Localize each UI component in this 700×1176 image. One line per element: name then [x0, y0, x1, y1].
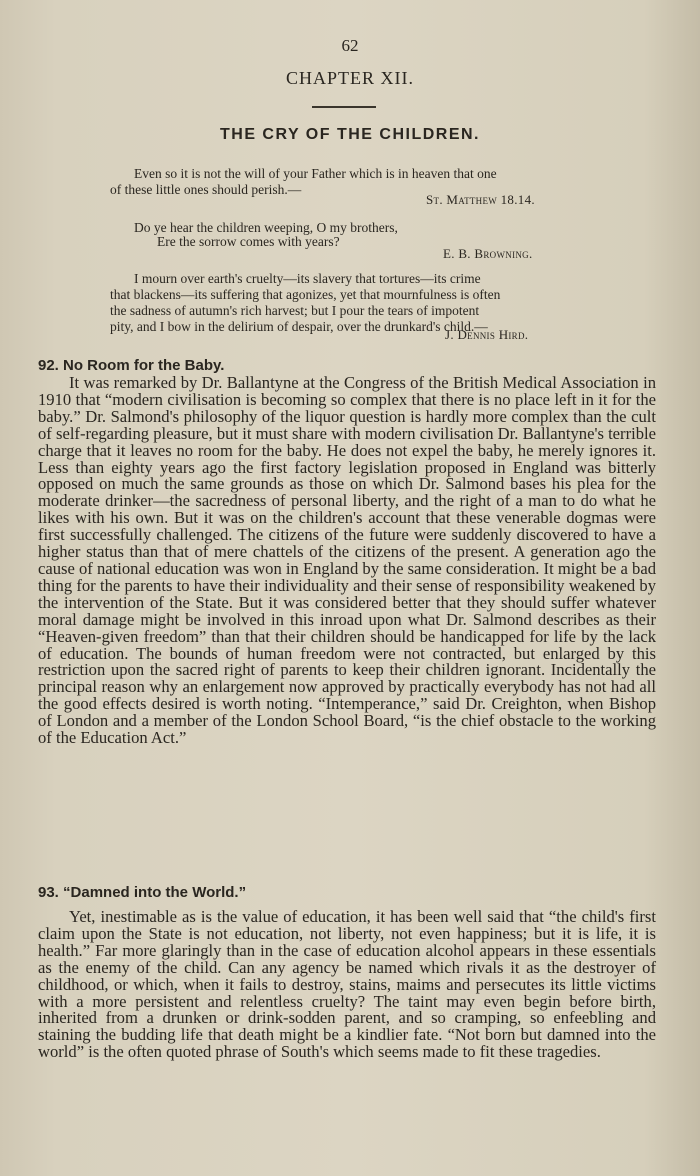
epigraph-2-line-2: Ere the sorrow comes with years?	[157, 234, 340, 249]
chapter-title: THE CRY OF THE CHILDREN.	[219, 126, 480, 143]
epigraph-2-attribution: E. B. Browning.	[443, 246, 533, 261]
section-heading-93: 93. “Damned into the World.”	[38, 884, 247, 901]
epigraph-3-line-2: that blackens—its suffering that agonizes, yet that mournfulness is often	[110, 287, 501, 302]
section-body-93: Yet, inestimable as is the value of education, it has been well said that “the child's first claim upon the State is not education, not liberty, not even happiness; but it is life, it is health.” Far more glaringly than in the case of education alcohol appears in these essentials as the enemy of the child. Can any agency be named which rivals it as the destroyer of childhood, or which, when it fails to destroy, stains, maims and persecutes its little victims with a more persistent and relentless cruelty? The taint may even begin before birth, inherited from a drunken or drink-sodden parent, and so cramping, so enfeebling and staining the budding life that death might be a kindlier fate. “Not born but damned into the world” is the often quoted phrase of South's which seems made to fit these tragedies.	[38, 907, 656, 1062]
epigraph-3-attribution: J. Dennis Hird.	[445, 327, 529, 342]
epigraph-3-line-4: pity, and I bow in the delirium of despair, over the drunkard's child.—	[110, 319, 488, 334]
chapter-number: CHAPTER XII.	[286, 68, 414, 88]
epigraph-3-line-1: I mourn over earth's cruelty—its slavery that tortures—its crime	[134, 271, 481, 286]
section-heading-92: 92. No Room for the Baby.	[38, 357, 225, 374]
section-body-92: It was remarked by Dr. Ballantyne at the Congress of the British Medical Association in 1910 that “modern civilisation is becoming so complex that there is no place left in it for the baby.” Dr. Salmond's philosophy of the liquor question is hardly more complex than the cult of self-regarding pleasure, but it must share with modern civilisation Dr. Ballantyne's terrible charge that it leaves no room for the baby. He does not expel the baby, he merely ignores it. Less than eighty years ago the first factory legislation proposed in England was bitterly opposed on much the same grounds as those on which Dr. Salmond bases his plea for the moderate drinker—the sacredness of personal liberty, and the right of a man to do what he likes with his own. But it was on the children's account that these venerable dogmas were first successfully challenged. The citizens of the future were suddenly discovered to have a higher status than that of mere chattels of the citizens of the present. A generation ago the cause of national education was won in England by the same consideration. It might be a bad thing for the parents to have their individuality and their sense of responsibility weakened by the intervention of the State. But it was considered better that they should suffer whatever moral damage might be involved in this inroad upon what Dr. Salmond describes as their “Heaven-given freedom” than that their children should be handicapped for life by the lack of education. The bounds of human freedom were not contracted, but enlarged by this restriction upon the sacred right of parents to keep their children ignorant. Incidentally the principal reason why an enlargement now approved by practically everybody has not had all the good effects desired is worth noting. “Intemperance,” said Dr. Creighton, when Bishop of London and a member of the London School Board, “is the chief obstacle to the working of the Education Act.”	[38, 373, 656, 748]
epigraph-3-line-3: the sadness of autumn's rich harvest; but I pour the tears of impotent	[110, 303, 480, 318]
chapter-rule	[312, 106, 376, 108]
page-number: 62	[341, 36, 359, 55]
epigraph-1-line-1: Even so it is not the will of your Father which is in heaven that one	[134, 166, 497, 181]
epigraph-2-line-1: Do ye hear the children weeping, O my brothers,	[134, 220, 398, 235]
epigraph-1-attribution: St. Matthew 18.14.	[426, 192, 535, 207]
epigraph-1-line-2: of these little ones should perish.—	[110, 182, 302, 197]
